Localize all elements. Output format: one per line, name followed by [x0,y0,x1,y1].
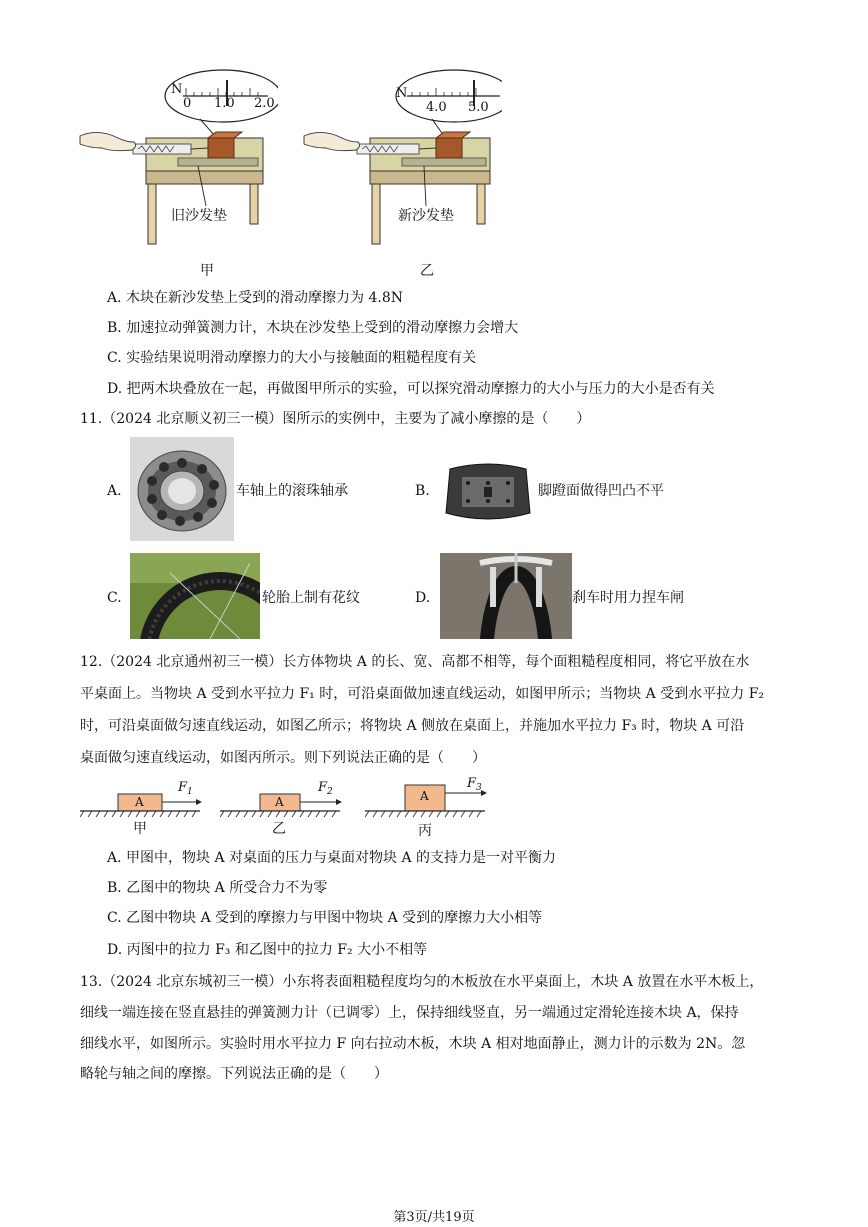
q12-stem-line-4: 桌面做匀速直线运动，如图丙所示。则下列说法正确的是（ ） [80,750,486,766]
q12-stem-line-1: 12.（2024 北京通州初三一模）长方体物块 A 的长、宽、高都不相等，每个面粗糙程度相同，将它平放在水 [80,654,750,670]
q12-stem-line-3: 时，可沿桌面做匀速直线运动，如图乙所示；将物块 A 侧放在桌面上，并施加水平拉力 F₃ 时，物块 A 可沿 [80,718,745,734]
q12-figure-2-label: 乙 [272,821,286,837]
q10-left-tick-0: 0 [183,96,192,111]
q12-option-c: C. 乙图中物块 A 受到的摩擦力与甲图中物块 A 受到的摩擦力大小相等 [107,910,543,926]
q12-figure-3-label: 丙 [418,823,432,839]
q12-stem-line-2: 平桌面上。当物块 A 受到水平拉力 F₁ 时，可沿桌面做加速直线运动，如图甲所示；当物块 A 受到水平拉力 F₂ [80,686,765,702]
q12-option-b: B. 乙图中的物块 A 所受合力不为零 [107,880,328,896]
q10-option-a: A. 木块在新沙发垫上受到的滑动摩擦力为 4.8N [107,290,403,306]
tire-image [130,553,260,639]
q12-figure-1-force: $F_1$ [178,780,193,797]
q10-right-pad-label: 新沙发垫 [398,208,454,224]
q10-left-scale-unit: N [171,82,183,97]
pedal-image [440,457,536,527]
q12-figure-3-block: A [420,789,429,803]
q10-right-tick-1: 5.0 [468,100,489,115]
q10-option-c: C. 实验结果说明滑动摩擦力的大小与接触面的粗糙程度有关 [107,350,477,366]
q10-left-tick-2: 2.0 [254,96,275,111]
q12-option-a: A. 甲图中，物块 A 对桌面的压力与桌面对物块 A 的支持力是一对平衡力 [107,850,557,866]
q12-figure-1-block: A [135,795,144,809]
q12-figure-2-block: A [275,795,284,809]
q11-option-d-caption: 刹车时用力捏车闸 [572,590,684,606]
q10-option-d: D. 把两木块叠放在一起，再做图甲所示的实验，可以探究滑动摩擦力的大小与压力的大小是否有关 [107,381,715,397]
q11-option-d-letter: D. [415,590,431,606]
q11-stem: 11.（2024 北京顺义初三一模）图所示的实例中，主要为了减小摩擦的是（ ） [80,411,591,427]
q11-option-b-letter: B. [415,483,430,499]
q11-option-a-caption: 车轴上的滚珠轴承 [236,483,348,499]
bearing-image [130,437,234,541]
q13-stem-line-4: 略轮与轴之间的摩擦。下列说法正确的是（ ） [80,1066,388,1082]
q12-option-d: D. 丙图中的拉力 F₃ 和乙图中的拉力 F₂ 大小不相等 [107,942,428,958]
q11-option-c-letter: C. [107,590,122,606]
q12-figure-1-label: 甲 [133,821,147,837]
q10-right-label: 乙 [420,263,434,279]
q10-left-pad-label: 旧沙发垫 [171,208,227,224]
q12-figure-3-force: $F_3$ [467,776,482,793]
brake-image [440,553,572,639]
page-number: 第3页/共19页 [393,1210,475,1225]
q10-left-tick-1: 1.0 [214,96,235,111]
q13-stem-line-1: 13.（2024 北京东城初三一模）小东将表面粗糙程度均匀的木板放在水平桌面上，木块 A 放置在水平木板上， [80,974,764,990]
q11-option-c-caption: 轮胎上制有花纹 [262,590,360,606]
q11-option-a-letter: A. [107,483,122,499]
q13-stem-line-3: 细线水平，如图所示。实验时用水平拉力 F 向右拉动木板，木块 A 相对地面静止，测力计的示数为 2N。忽 [80,1036,746,1052]
q12-figure-2-force: $F_2$ [318,780,333,797]
q10-left-label: 甲 [200,263,214,279]
q10-option-b: B. 加速拉动弹簧测力计，木块在沙发垫上受到的滑动摩擦力会增大 [107,320,519,336]
q10-right-tick-0: 4.0 [426,100,447,115]
q13-stem-line-2: 细线一端连接在竖直悬挂的弹簧测力计（已调零）上，保持细线竖直，另一端通过定滑轮连接木块 A，保持 [80,1005,739,1021]
q11-option-b-caption: 脚蹬面做得凹凸不平 [538,483,664,499]
q10-right-scale-unit: N [396,86,408,101]
